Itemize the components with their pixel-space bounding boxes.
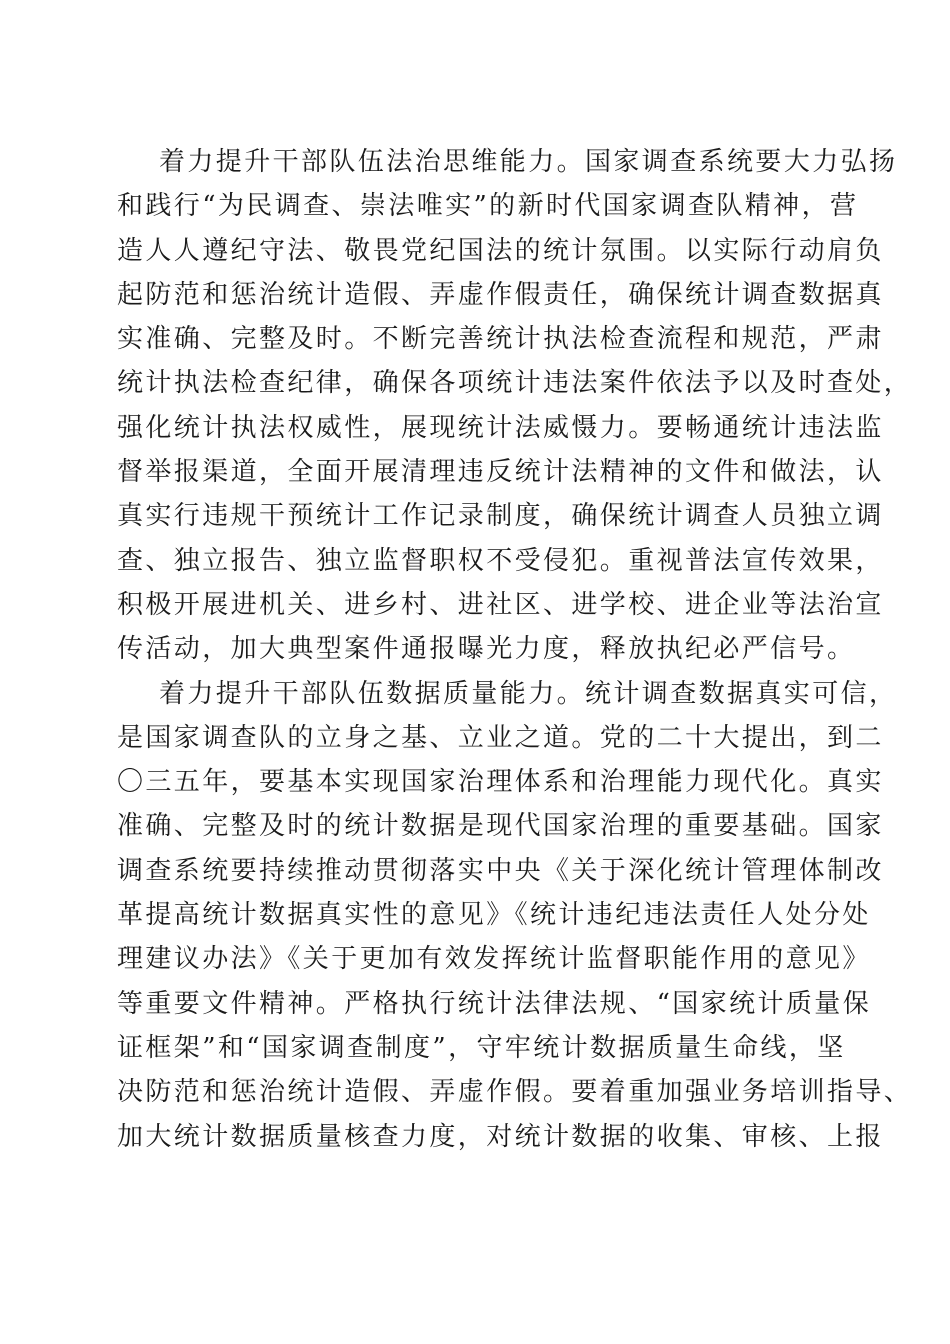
text-line: 决防范和惩治统计造假、弄虚作假。要着重加强业务培训指导、 (117, 1077, 913, 1108)
text-line: 〇三五年，要基本实现国家治理体系和治理能力现代化。真实 (117, 767, 884, 798)
text-line: 证框架”和“国家调查制度”，守牢统计数据质量生命线，坚 (117, 1032, 846, 1063)
text-line: 革提高统计数据真实性的意见》《统计违纪违法责任人处分处 (117, 900, 871, 931)
text-line: 实准确、完整及时。不断完善统计执法检查流程和规范，严肃 (117, 324, 884, 355)
text-line: 起防范和惩治统计造假、弄虚作假责任，确保统计调查数据真 (117, 279, 884, 310)
text-line: 等重要文件精神。严格执行统计法律法规、“国家统计质量保 (117, 988, 872, 1019)
text-line: 调查系统要持续推动贯彻落实中央《关于深化统计管理体制改 (117, 855, 884, 886)
text-line: 理建议办法》《关于更加有效发挥统计监督职能作用的意见》 (117, 944, 871, 975)
text-line: 造人人遵纪守法、敬畏党纪国法的统计氛围。以实际行动肩负 (117, 235, 884, 266)
text-line: 着力提升干部队伍法治思维能力。国家调查系统要大力弘扬 (159, 147, 898, 177)
paragraph-rule-of-law (117, 140, 913, 672)
text-line: 着力提升干部队伍数据质量能力。统计调查数据真实可信， (159, 678, 898, 709)
text-line: 积极开展进机关、进乡村、进社区、进学校、进企业等法治宣 (117, 589, 884, 620)
body-text (117, 140, 913, 1159)
text-line: 查、独立报告、独立监督职权不受侵犯。重视普法宣传效果， (117, 545, 884, 576)
text-line: 准确、完整及时的统计数据是现代国家治理的重要基础。国家 (117, 811, 884, 842)
text-line: 是国家调查队的立身之基、立业之道。党的二十大提出，到二 (117, 722, 884, 753)
text-line: 真实行违规干预统计工作记录制度，确保统计调查人员独立调 (117, 501, 884, 532)
text-line: 传活动，加大典型案件通报曝光力度，释放执纪必严信号。 (117, 634, 856, 665)
text-line: 强化统计执法权威性，展现统计法威慑力。要畅通统计违法监 (117, 412, 884, 443)
paragraph-data-quality (117, 672, 913, 1159)
text-line: 统计执法检查纪律，确保各项统计违法案件依法予以及时查处， (117, 368, 913, 399)
text-line: 加大统计数据质量核查力度，对统计数据的收集、审核、上报 (117, 1121, 884, 1152)
text-line: 和践行“为民调查、崇法唯实”的新时代国家调查队精神，营 (117, 191, 859, 222)
text-line: 督举报渠道，全面开展清理违反统计法精神的文件和做法，认 (117, 457, 884, 488)
